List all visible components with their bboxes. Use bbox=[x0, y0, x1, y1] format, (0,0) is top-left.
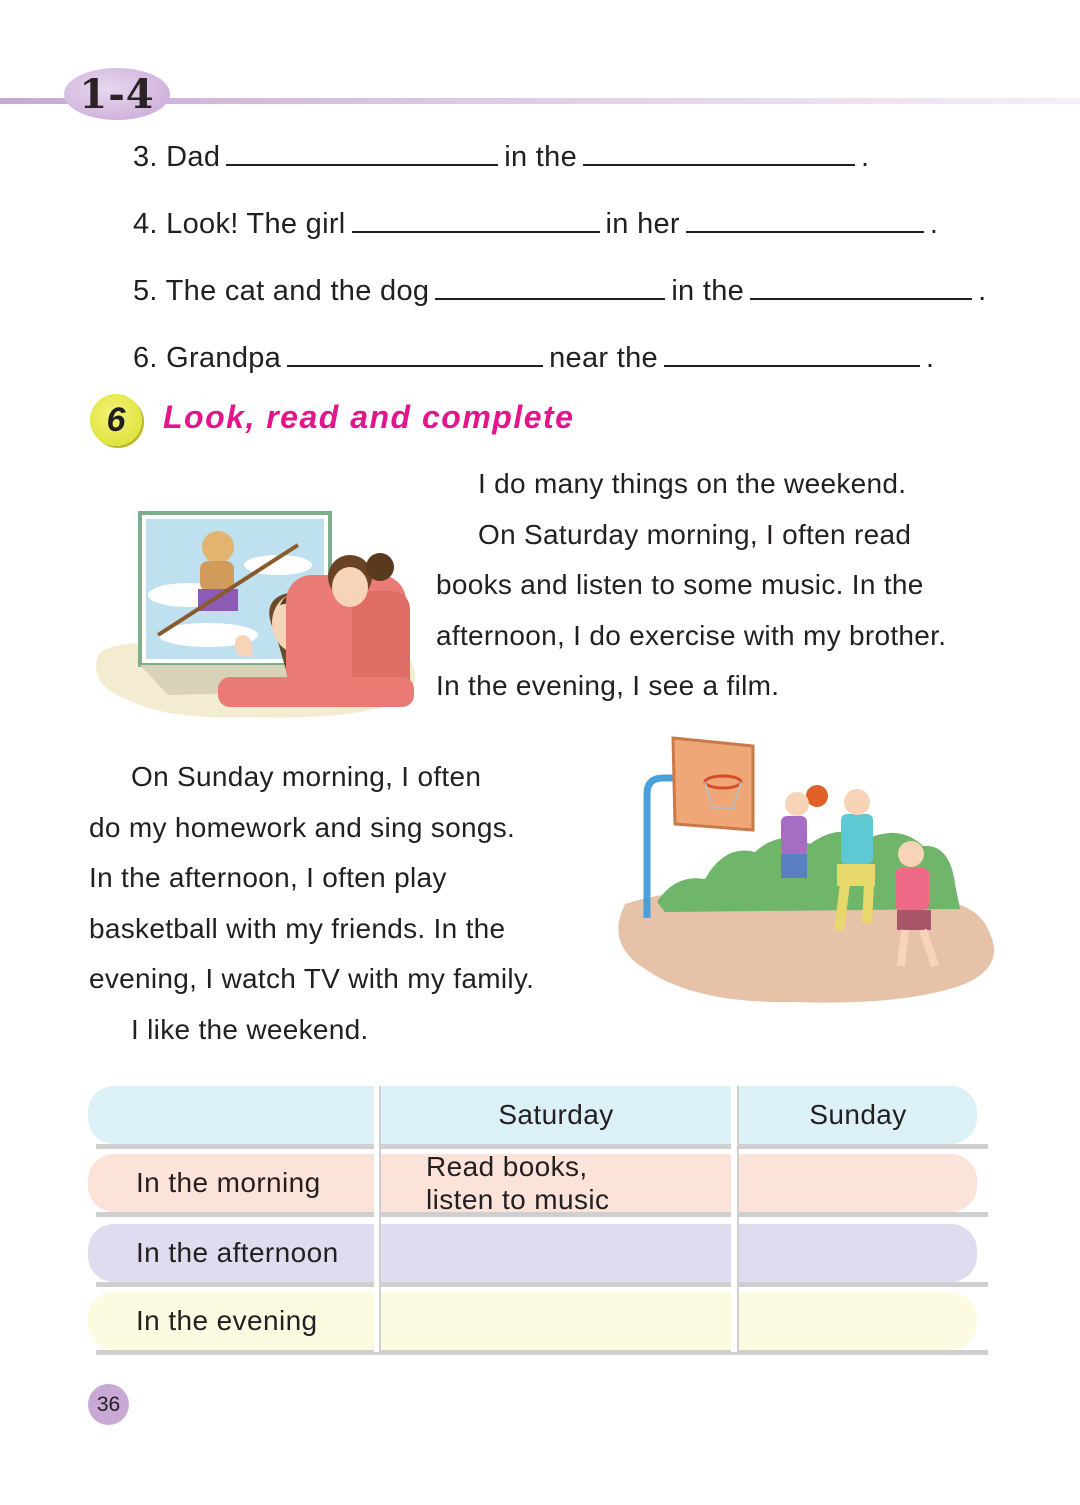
cell-evening-saturday[interactable] bbox=[381, 1292, 731, 1350]
passage-sunday: On Sunday morning, I often do my homework and sing songs. In the afternoon, I often play basketball with my friends. In the evening, I watch TV with my family. I like the weekend. bbox=[89, 761, 535, 1045]
blank-field[interactable] bbox=[583, 142, 855, 166]
row-label-evening: In the evening bbox=[88, 1292, 374, 1350]
sentence-4: 4. Look! The girl in her . bbox=[133, 208, 939, 240]
blank-field[interactable] bbox=[686, 209, 924, 233]
cell-afternoon-sunday[interactable] bbox=[739, 1224, 977, 1282]
blank-field[interactable] bbox=[750, 276, 972, 300]
table-header-blank bbox=[88, 1086, 374, 1144]
page-number: 36 bbox=[88, 1384, 129, 1425]
table-header-saturday: Saturday bbox=[381, 1086, 731, 1144]
cell-morning-sunday[interactable] bbox=[739, 1154, 977, 1212]
watching-tv-illustration bbox=[88, 505, 423, 727]
blank-field[interactable] bbox=[287, 343, 543, 367]
blank-field[interactable] bbox=[435, 276, 665, 300]
blank-field[interactable] bbox=[664, 343, 920, 367]
unit-badge: 1-4 bbox=[64, 68, 170, 120]
cell-morning-saturday: Read books, listen to music bbox=[381, 1154, 731, 1212]
table-header-sunday: Sunday bbox=[739, 1086, 977, 1144]
passage-saturday: I do many things on the weekend. On Saturday morning, I often read books and listen to some music. In the afternoon, I do exercise with my brother. In the evening, I see a film. bbox=[436, 468, 947, 701]
sentence-3: 3. Dad in the . bbox=[133, 141, 870, 173]
cell-evening-sunday[interactable] bbox=[739, 1292, 977, 1350]
blank-field[interactable] bbox=[226, 142, 498, 166]
row-label-afternoon: In the afternoon bbox=[88, 1224, 374, 1282]
section-title: Look, read and complete bbox=[163, 399, 575, 435]
sentence-5: 5. The cat and the dog in the . bbox=[133, 275, 987, 307]
cell-afternoon-saturday[interactable] bbox=[381, 1224, 731, 1282]
section-number-badge: 6 bbox=[90, 394, 142, 446]
blank-field[interactable] bbox=[352, 209, 600, 233]
row-label-morning: In the morning bbox=[88, 1154, 374, 1212]
sentence-6: 6. Grandpa near the . bbox=[133, 342, 935, 374]
basketball-illustration bbox=[605, 734, 1005, 1014]
